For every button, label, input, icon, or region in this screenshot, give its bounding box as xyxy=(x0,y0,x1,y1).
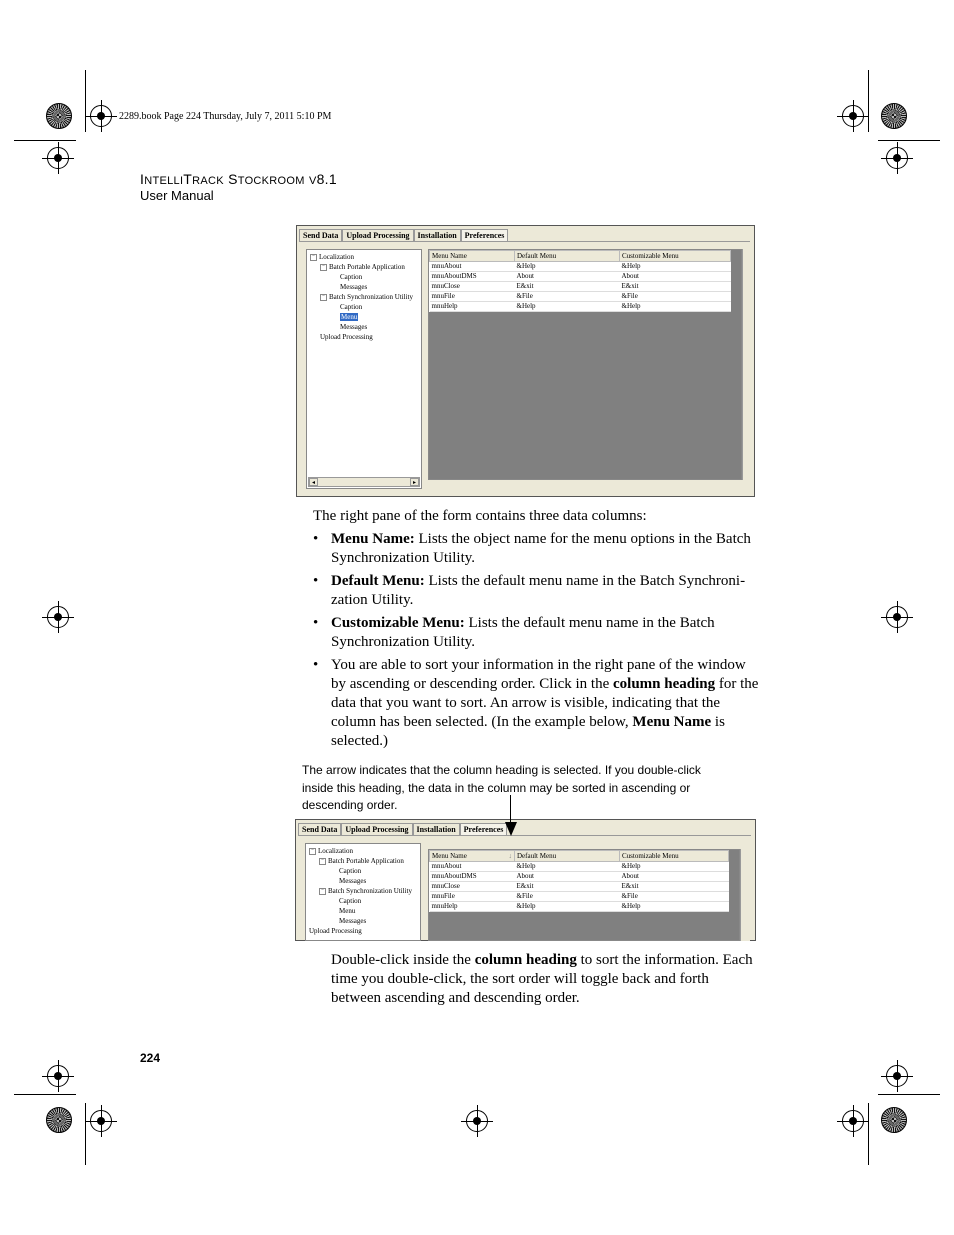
crop-mark xyxy=(868,70,869,132)
crop-mark xyxy=(14,1094,76,1095)
table-cell: mnuAbout xyxy=(430,862,515,872)
table-cell: mnuFile xyxy=(430,292,515,302)
bullet-text: Lists the default menu name in the Batch Synchroni-zation Utility. xyxy=(331,573,746,608)
table-row[interactable] xyxy=(430,262,731,272)
bullet-term: Default Menu: xyxy=(331,573,425,589)
bullet-term: Menu Name: xyxy=(331,531,415,547)
tab-divider xyxy=(298,835,751,836)
tab-upload-processing[interactable]: Upload Processing xyxy=(342,229,413,242)
bullet-menu-name xyxy=(313,530,763,568)
table-cell: E&xit xyxy=(515,282,620,292)
tab-preferences[interactable]: Preferences xyxy=(460,823,508,836)
table-cell: &File xyxy=(515,292,620,302)
bullet-bold: column heading xyxy=(613,676,716,692)
table-cell[interactable]: About xyxy=(620,872,729,882)
registration-target-icon xyxy=(47,606,69,628)
table-cell: mnuAbout xyxy=(430,262,515,272)
tree-item-upload-processing[interactable]: Upload Processing xyxy=(309,927,362,935)
bullet-default-menu xyxy=(313,572,763,610)
menu-table xyxy=(429,850,729,912)
registration-target-icon xyxy=(886,1065,908,1087)
closing-bold: column heading xyxy=(474,952,577,968)
table-cell: mnuHelp xyxy=(430,302,515,312)
registration-target-icon xyxy=(47,147,69,169)
column-heading-label: Menu Name xyxy=(432,852,467,860)
table-row[interactable] xyxy=(430,882,729,892)
sort-arrow-icon: ↓ xyxy=(508,852,512,860)
closing-text: Double-click inside the xyxy=(331,952,475,968)
table-row[interactable] xyxy=(430,862,729,872)
tree-item-batch-portable[interactable]: − Batch Portable Application xyxy=(320,263,405,272)
bullet-term: Customizable Menu: xyxy=(331,615,465,631)
bullet-text: You are able to sort your information in the right pane of the window by ascending or descending order. Click in the xyxy=(331,657,746,692)
tree-item-messages[interactable]: Messages xyxy=(339,917,367,925)
table-row[interactable] xyxy=(430,282,731,292)
tree-item-menu-selected[interactable]: Menu xyxy=(341,313,358,321)
column-heading-customizable-menu[interactable]: Customizable Menu xyxy=(620,851,729,862)
table-cell: mnuAboutDMS xyxy=(430,272,515,282)
callout-arrow-line xyxy=(510,795,511,822)
table-row[interactable] xyxy=(430,292,731,302)
column-heading-customizable-menu[interactable]: Customizable Menu xyxy=(620,251,731,262)
bullet-icon: • xyxy=(313,573,319,589)
menu-grid xyxy=(428,849,740,941)
book-slug: 2289.book Page 224 Thursday, July 7, 2011 5:10 PM xyxy=(119,111,332,122)
column-heading-default-menu[interactable]: Default Menu xyxy=(515,251,620,262)
crop-mark xyxy=(878,1094,940,1095)
crop-mark xyxy=(85,1103,86,1165)
registration-target-icon xyxy=(47,1065,69,1087)
registration-star-icon xyxy=(46,1107,72,1133)
registration-target-icon xyxy=(466,1110,488,1132)
table-cell[interactable]: &Help xyxy=(620,902,729,912)
menu-table xyxy=(429,250,731,312)
table-row[interactable] xyxy=(430,272,731,282)
closing-paragraph xyxy=(331,951,761,1008)
column-heading-menu-name[interactable]: Menu Name xyxy=(430,251,515,262)
tree-item-caption[interactable]: Caption xyxy=(339,897,362,905)
menu-grid xyxy=(428,249,742,480)
tree-item-batch-sync[interactable]: − Batch Synchronization Utility xyxy=(320,293,413,302)
tree-item-messages[interactable]: Messages xyxy=(340,323,368,331)
table-row[interactable] xyxy=(430,902,729,912)
registration-target-icon xyxy=(90,105,112,127)
tree-item-caption[interactable]: Caption xyxy=(340,303,363,311)
table-cell: &File xyxy=(515,892,620,902)
crop-mark xyxy=(868,1103,869,1165)
registration-target-icon xyxy=(886,147,908,169)
page-number: 224 xyxy=(140,1051,161,1065)
registration-target-icon xyxy=(842,1110,864,1132)
registration-star-icon xyxy=(881,103,907,129)
tab-installation[interactable]: Installation xyxy=(414,229,461,242)
column-descriptions xyxy=(313,530,763,755)
tree-item-upload-processing[interactable]: Upload Processing xyxy=(320,333,373,341)
crop-mark xyxy=(14,140,76,141)
bullet-bold: Menu Name xyxy=(632,714,712,730)
tree-item-caption[interactable]: Caption xyxy=(340,273,363,281)
settings-tree[interactable] xyxy=(305,843,421,941)
tab-strip xyxy=(298,823,507,835)
tab-installation[interactable]: Installation xyxy=(413,823,460,836)
tab-send-data[interactable]: Send Data xyxy=(299,229,342,242)
bullet-icon: • xyxy=(313,531,319,547)
table-cell: mnuClose xyxy=(430,282,515,292)
tree-item-batch-sync[interactable]: − Batch Synchronization Utility xyxy=(319,887,412,896)
tree-item-localization[interactable]: − Localization xyxy=(309,847,353,856)
tree-item-localization[interactable]: − Localization xyxy=(310,253,354,262)
tab-divider xyxy=(299,241,750,242)
scroll-right-icon[interactable]: ▸ xyxy=(410,478,419,486)
column-heading-default-menu[interactable]: Default Menu xyxy=(515,851,620,862)
tree-item-messages[interactable]: Messages xyxy=(340,283,368,291)
table-cell: mnuHelp xyxy=(430,902,515,912)
running-header-title: INTELLITRACK STOCKROOM V8.1 xyxy=(140,171,337,187)
table-row[interactable] xyxy=(430,872,729,882)
crop-mark xyxy=(878,140,940,141)
grid-vertical-scrollbar[interactable] xyxy=(740,849,750,941)
table-cell: About xyxy=(515,872,620,882)
table-cell[interactable]: &File xyxy=(620,292,731,302)
registration-target-icon xyxy=(842,105,864,127)
table-cell: mnuFile xyxy=(430,892,515,902)
bullet-text: for the data that you want to sort. An arrow is visible, indicating that the column has been selected. (In the example below, xyxy=(331,676,759,730)
table-cell[interactable]: E&xit xyxy=(620,882,729,892)
preferences-screenshot-2 xyxy=(295,819,756,941)
table-header-row xyxy=(430,251,731,262)
table-cell: &Help xyxy=(515,262,620,272)
registration-target-icon xyxy=(886,606,908,628)
table-cell: About xyxy=(515,272,620,282)
bullet-customizable-menu xyxy=(313,614,763,652)
table-cell[interactable]: E&xit xyxy=(620,282,731,292)
running-header-subtitle: User Manual xyxy=(140,188,214,203)
preferences-screenshot-1 xyxy=(296,225,755,497)
table-cell: &Help xyxy=(515,302,620,312)
settings-tree[interactable] xyxy=(306,249,422,489)
bullet-text: is selected.) xyxy=(331,714,725,749)
table-cell[interactable]: &Help xyxy=(620,302,731,312)
bullet-text: Lists the default menu name in the Batch Synchronization Utility. xyxy=(331,615,715,650)
bullet-icon: • xyxy=(313,615,319,631)
bullet-sorting xyxy=(313,656,763,751)
registration-target-icon xyxy=(90,1110,112,1132)
table-cell: &Help xyxy=(515,862,620,872)
registration-star-icon xyxy=(46,103,72,129)
table-cell: mnuAboutDMS xyxy=(430,872,515,882)
tab-send-data[interactable]: Send Data xyxy=(298,823,341,836)
bullet-icon: • xyxy=(313,657,319,673)
bullet-text: Lists the object name for the menu options in the Batch Synchronization Utility. xyxy=(331,531,751,566)
tab-upload-processing[interactable]: Upload Processing xyxy=(341,823,412,836)
column-heading-menu-name[interactable] xyxy=(430,851,515,862)
table-cell[interactable]: &File xyxy=(620,892,729,902)
table-cell: E&xit xyxy=(515,882,620,892)
table-cell: &Help xyxy=(515,902,620,912)
table-row[interactable] xyxy=(430,892,729,902)
figure-caption: The arrow indicates that the column heading is selected. If you double-click inside this heading, the data in the column may be sorted in ascending or descending order. xyxy=(302,763,701,812)
tree-item-menu[interactable]: Menu xyxy=(339,907,356,915)
tab-strip xyxy=(299,229,508,241)
crop-mark xyxy=(85,70,86,132)
tree-item-caption[interactable]: Caption xyxy=(339,867,362,875)
table-row[interactable] xyxy=(430,302,731,312)
table-cell[interactable]: &Help xyxy=(620,262,731,272)
callout-arrow-head-icon xyxy=(505,822,517,836)
closing-text: to sort the information. Each time you double-click, the sort order will toggle back and forth between ascending and descending order. xyxy=(331,952,753,1006)
table-cell[interactable]: &Help xyxy=(620,862,729,872)
scroll-left-icon[interactable]: ◂ xyxy=(309,478,318,486)
registration-star-icon xyxy=(881,1107,907,1133)
grid-vertical-scrollbar[interactable] xyxy=(742,249,752,480)
table-cell[interactable]: About xyxy=(620,272,731,282)
tab-preferences[interactable]: Preferences xyxy=(461,229,509,242)
table-cell: mnuClose xyxy=(430,882,515,892)
tree-item-batch-portable[interactable]: − Batch Portable Application xyxy=(319,857,404,866)
table-header-row xyxy=(430,851,729,862)
intro-paragraph: The right pane of the form contains three data columns: xyxy=(313,508,647,524)
tree-horizontal-scrollbar[interactable] xyxy=(308,477,420,487)
tree-item-messages[interactable]: Messages xyxy=(339,877,367,885)
